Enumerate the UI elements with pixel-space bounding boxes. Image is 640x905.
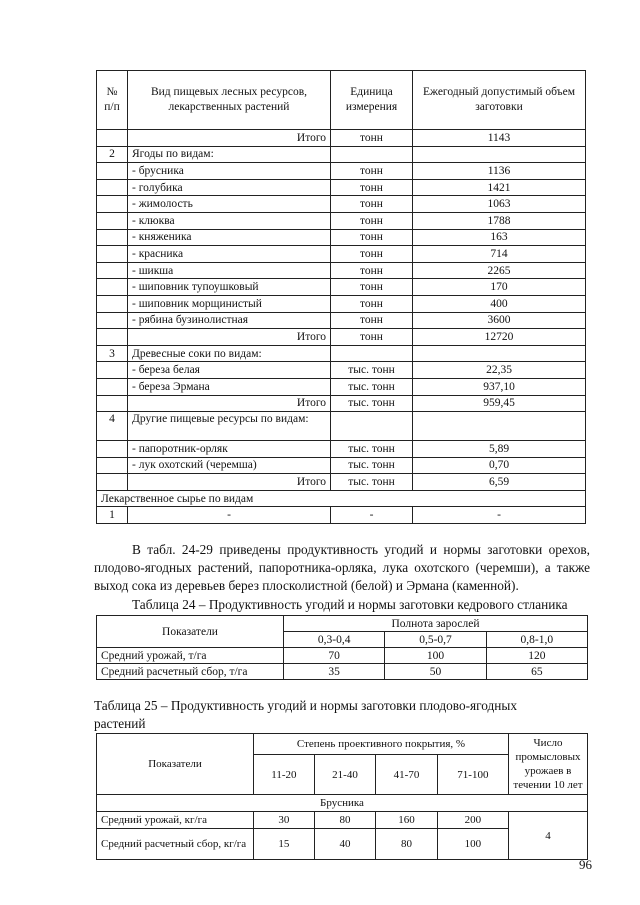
- unit-cell: тонн: [331, 229, 413, 246]
- resource-name: - папоротник-орляк: [128, 441, 331, 458]
- resource-name: - шикша: [128, 262, 331, 279]
- unit-cell: [331, 345, 413, 362]
- table-row: [97, 664, 588, 680]
- table24-caption: Таблица 24 – Продуктивность угодий и нормы заготовки кедрового стланика: [132, 597, 568, 612]
- volume-cell: 0,70: [413, 457, 586, 474]
- cell: 65: [486, 664, 587, 680]
- row-number: [97, 130, 128, 147]
- resource-name: - княженика: [128, 229, 331, 246]
- table25-col: 21-40: [314, 755, 375, 795]
- unit-cell: тонн: [331, 163, 413, 180]
- last-row-cell: -: [413, 507, 586, 524]
- table24-group-header: Полнота зарослей: [284, 616, 588, 632]
- volume-cell: 937,10: [413, 378, 586, 395]
- row-number: 2: [97, 146, 128, 163]
- table-row: [97, 279, 586, 296]
- table25-header-label: Показатели: [97, 734, 254, 795]
- table-row: [97, 395, 586, 412]
- table-row: [97, 196, 586, 213]
- row-number: [97, 395, 128, 412]
- table-row: [97, 345, 586, 362]
- table-row: [97, 457, 586, 474]
- table25-caption-line: Таблица 25 – Продуктивность угодий и нормы заготовки плодово-ягодных: [94, 698, 517, 713]
- row-number: [97, 279, 128, 296]
- resource-name: Итого: [128, 395, 331, 412]
- volume-cell: 163: [413, 229, 586, 246]
- table-row: [97, 329, 586, 346]
- cell: 160: [376, 812, 437, 829]
- volume-cell: 1063: [413, 196, 586, 213]
- cell: 80: [314, 812, 375, 829]
- row-number: [97, 246, 128, 263]
- header-unit: Единица измерения: [331, 71, 413, 130]
- table-row: [97, 507, 586, 524]
- medicinal-section-row: [97, 490, 586, 507]
- row-number: [97, 179, 128, 196]
- unit-cell: тыс. тонн: [331, 395, 413, 412]
- resource-name: - клюква: [128, 212, 331, 229]
- table-row: [97, 378, 586, 395]
- header-resource: Вид пищевых лесных ресурсов, лекарственных растений: [128, 71, 331, 130]
- row-number: [97, 312, 128, 329]
- row-label: Средний урожай, т/га: [97, 648, 284, 664]
- resource-name: - брусника: [128, 163, 331, 180]
- table25-caption-line: растений: [94, 716, 146, 731]
- table25-group-header: Степень проективного покрытия, %: [254, 734, 509, 755]
- cell: 35: [284, 664, 385, 680]
- medicinal-section-header: Лекарственное сырье по видам: [97, 490, 586, 507]
- volume-cell: 714: [413, 246, 586, 263]
- volume-cell: 170: [413, 279, 586, 296]
- volume-cell: 1143: [413, 130, 586, 147]
- resource-name: Древесные соки по видам:: [128, 345, 331, 362]
- unit-cell: тыс. тонн: [331, 362, 413, 379]
- cell: 100: [437, 829, 508, 860]
- volume-cell: 2265: [413, 262, 586, 279]
- volume-cell: 959,45: [413, 395, 586, 412]
- unit-cell: тонн: [331, 179, 413, 196]
- row-number: [97, 212, 128, 229]
- cell: 120: [486, 648, 587, 664]
- cell: 100: [385, 648, 486, 664]
- table-row: [97, 812, 588, 829]
- last-row-cell: 1: [97, 507, 128, 524]
- table24-header-label: Показатели: [97, 616, 284, 648]
- table-row: [97, 146, 586, 163]
- table-row: [97, 130, 586, 147]
- resource-name: - рябина бузинолистная: [128, 312, 331, 329]
- row-number: 3: [97, 345, 128, 362]
- table24: [96, 615, 588, 680]
- resource-name: - береза белая: [128, 362, 331, 379]
- cell: 200: [437, 812, 508, 829]
- row-number: [97, 196, 128, 213]
- table-row: [97, 441, 586, 458]
- row-number: [97, 329, 128, 346]
- table-row: [97, 295, 586, 312]
- table-row: [97, 412, 586, 441]
- resource-name: - красника: [128, 246, 331, 263]
- row-number: [97, 441, 128, 458]
- row-number: [97, 474, 128, 491]
- unit-cell: тыс. тонн: [331, 474, 413, 491]
- table25-col: 41-70: [376, 755, 437, 795]
- volume-cell: [413, 146, 586, 163]
- resource-name: - жимолость: [128, 196, 331, 213]
- resource-name: - лук охотский (черемша): [128, 457, 331, 474]
- resource-name: - голубика: [128, 179, 331, 196]
- table-row: [97, 163, 586, 180]
- table-row: [97, 474, 586, 491]
- unit-cell: тонн: [331, 312, 413, 329]
- unit-cell: [331, 412, 413, 441]
- page-number: 96: [579, 857, 592, 872]
- unit-cell: тонн: [331, 295, 413, 312]
- volume-cell: 6,59: [413, 474, 586, 491]
- volume-cell: 400: [413, 295, 586, 312]
- unit-cell: [331, 146, 413, 163]
- resources-table: [96, 70, 586, 524]
- volume-cell: 3600: [413, 312, 586, 329]
- volume-cell: [413, 345, 586, 362]
- cell: 30: [254, 812, 315, 829]
- unit-cell: тонн: [331, 196, 413, 213]
- unit-cell: тонн: [331, 262, 413, 279]
- table-row: [97, 312, 586, 329]
- table-row: [97, 246, 586, 263]
- row-number: [97, 295, 128, 312]
- unit-cell: тонн: [331, 279, 413, 296]
- unit-cell: тонн: [331, 212, 413, 229]
- table25-section: Брусника: [97, 795, 588, 812]
- table25-caption: [94, 697, 590, 733]
- harvests-cell: 4: [509, 812, 588, 860]
- row-label: Средний урожай, кг/га: [97, 812, 254, 829]
- cell: 40: [314, 829, 375, 860]
- volume-cell: 22,35: [413, 362, 586, 379]
- row-number: [97, 163, 128, 180]
- cell: 50: [385, 664, 486, 680]
- unit-cell: тыс. тонн: [331, 441, 413, 458]
- intro-paragraph: [94, 541, 590, 595]
- header-volume: Ежегодный допустимый объем заготовки: [413, 71, 586, 130]
- row-label: Средний расчетный сбор, т/га: [97, 664, 284, 680]
- resource-name: - береза Эрмана: [128, 378, 331, 395]
- volume-cell: 1421: [413, 179, 586, 196]
- table-row: [97, 179, 586, 196]
- cell: 80: [376, 829, 437, 860]
- row-number: [97, 362, 128, 379]
- unit-cell: тонн: [331, 130, 413, 147]
- resource-name: - шиповник морщинистый: [128, 295, 331, 312]
- table25-harvests-header: Число промысловых урожаев в течении 10 лет: [509, 734, 588, 795]
- volume-cell: 1136: [413, 163, 586, 180]
- row-number: [97, 229, 128, 246]
- cell: 15: [254, 829, 315, 860]
- table-row: [97, 229, 586, 246]
- volume-cell: 1788: [413, 212, 586, 229]
- resource-name: Другие пищевые ресурсы по видам:: [128, 412, 331, 441]
- unit-cell: тыс. тонн: [331, 378, 413, 395]
- last-row-cell: -: [128, 507, 331, 524]
- table-row: [97, 362, 586, 379]
- unit-cell: тонн: [331, 246, 413, 263]
- volume-cell: 12720: [413, 329, 586, 346]
- row-number: 4: [97, 412, 128, 441]
- volume-cell: 5,89: [413, 441, 586, 458]
- row-number: [97, 378, 128, 395]
- last-row-cell: -: [331, 507, 413, 524]
- volume-cell: [413, 412, 586, 441]
- table-row: [97, 212, 586, 229]
- row-number: [97, 262, 128, 279]
- resource-name: Итого: [128, 329, 331, 346]
- intro-text: В табл. 24-29 приведены продуктивность угодий и нормы заготовки орехов, плодово-ягодных растений, папоротника-орляка, лука охотского (черемши), а также выход сока из деревьев берез плосколистной (белой) и Эрмана (каменной).: [94, 542, 590, 593]
- table24-col: 0,5-0,7: [385, 632, 486, 648]
- table-row: [97, 648, 588, 664]
- table25: [96, 733, 588, 860]
- table25-col: 71-100: [437, 755, 508, 795]
- header-num: № п/п: [97, 71, 128, 130]
- table25-col: 11-20: [254, 755, 315, 795]
- table24-col: 0,3-0,4: [284, 632, 385, 648]
- resource-name: Ягоды по видам:: [128, 146, 331, 163]
- table24-col: 0,8-1,0: [486, 632, 587, 648]
- row-label: Средний расчетный сбор, кг/га: [97, 829, 254, 860]
- table-row: [97, 262, 586, 279]
- resource-name: - шиповник тупоушковый: [128, 279, 331, 296]
- unit-cell: тыс. тонн: [331, 457, 413, 474]
- unit-cell: тонн: [331, 329, 413, 346]
- row-number: [97, 457, 128, 474]
- resources-table-header: [97, 71, 586, 130]
- resource-name: Итого: [128, 130, 331, 147]
- cell: 70: [284, 648, 385, 664]
- resource-name: Итого: [128, 474, 331, 491]
